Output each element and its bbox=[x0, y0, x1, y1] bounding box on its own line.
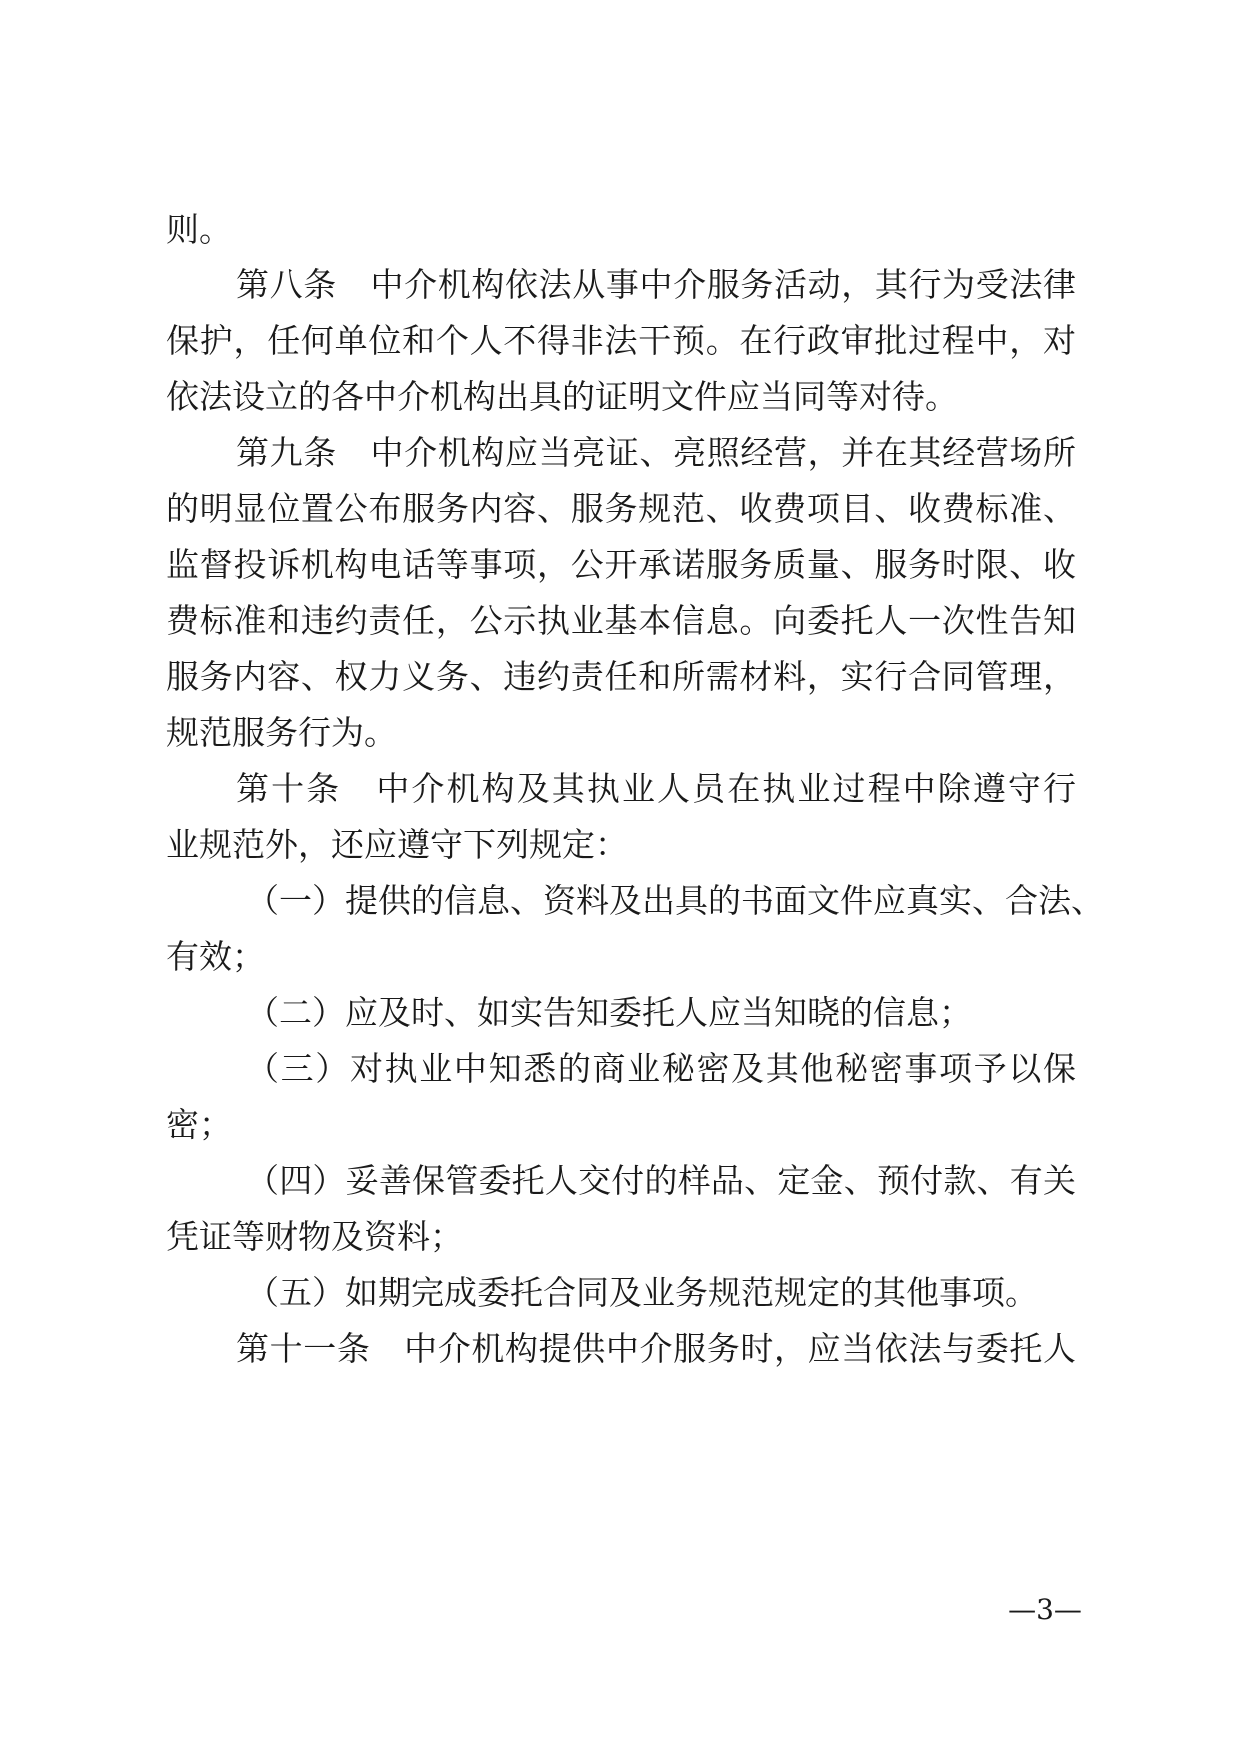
article-9-heading-line: 第九条 中介机构应当亮证、亮照经营，并在其经营场所 bbox=[236, 433, 1076, 472]
text-line: 凭证等财物及资料； bbox=[166, 1217, 463, 1256]
list-item-5-line: （五）如期完成委托合同及业务规范规定的其他事项。 bbox=[246, 1273, 1038, 1312]
article-10-heading-line: 第十条 中介机构及其执业人员在执业过程中除遵守行 bbox=[236, 769, 1076, 808]
text-line: 费标准和违约责任，公示执业基本信息。向委托人一次性告知 bbox=[166, 601, 1076, 640]
text-line: 有效； bbox=[166, 937, 265, 976]
page-number: —3— bbox=[1008, 1593, 1082, 1626]
list-item-1-line: （一）提供的信息、资料及出具的书面文件应真实、合法、 bbox=[246, 881, 1104, 920]
list-item-2-line: （二）应及时、如实告知委托人应当知晓的信息； bbox=[246, 993, 972, 1032]
text-line: 监督投诉机构电话等事项，公开承诺服务质量、服务时限、收 bbox=[166, 545, 1076, 584]
text-line: 则。 bbox=[166, 210, 232, 249]
text-line: 密； bbox=[166, 1105, 232, 1144]
text-line: 保护，任何单位和个人不得非法干预。在行政审批过程中，对 bbox=[166, 321, 1076, 360]
text-line: 服务内容、权力义务、违约责任和所需材料，实行合同管理， bbox=[166, 657, 1076, 696]
text-line: 的明显位置公布服务内容、服务规范、收费项目、收费标准、 bbox=[166, 489, 1076, 528]
article-11-heading-line: 第十一条 中介机构提供中介服务时，应当依法与委托人 bbox=[236, 1329, 1076, 1368]
list-item-4-line: （四）妥善保管委托人交付的样品、定金、预付款、有关 bbox=[246, 1161, 1076, 1200]
text-line: 规范服务行为。 bbox=[166, 713, 397, 752]
list-item-3-line: （三）对执业中知悉的商业秘密及其他秘密事项予以保 bbox=[246, 1049, 1076, 1088]
text-line: 业规范外，还应遵守下列规定： bbox=[166, 825, 628, 864]
article-8-heading-line: 第八条 中介机构依法从事中介服务活动，其行为受法律 bbox=[236, 265, 1076, 304]
text-line: 依法设立的各中介机构出具的证明文件应当同等对待。 bbox=[166, 377, 958, 416]
